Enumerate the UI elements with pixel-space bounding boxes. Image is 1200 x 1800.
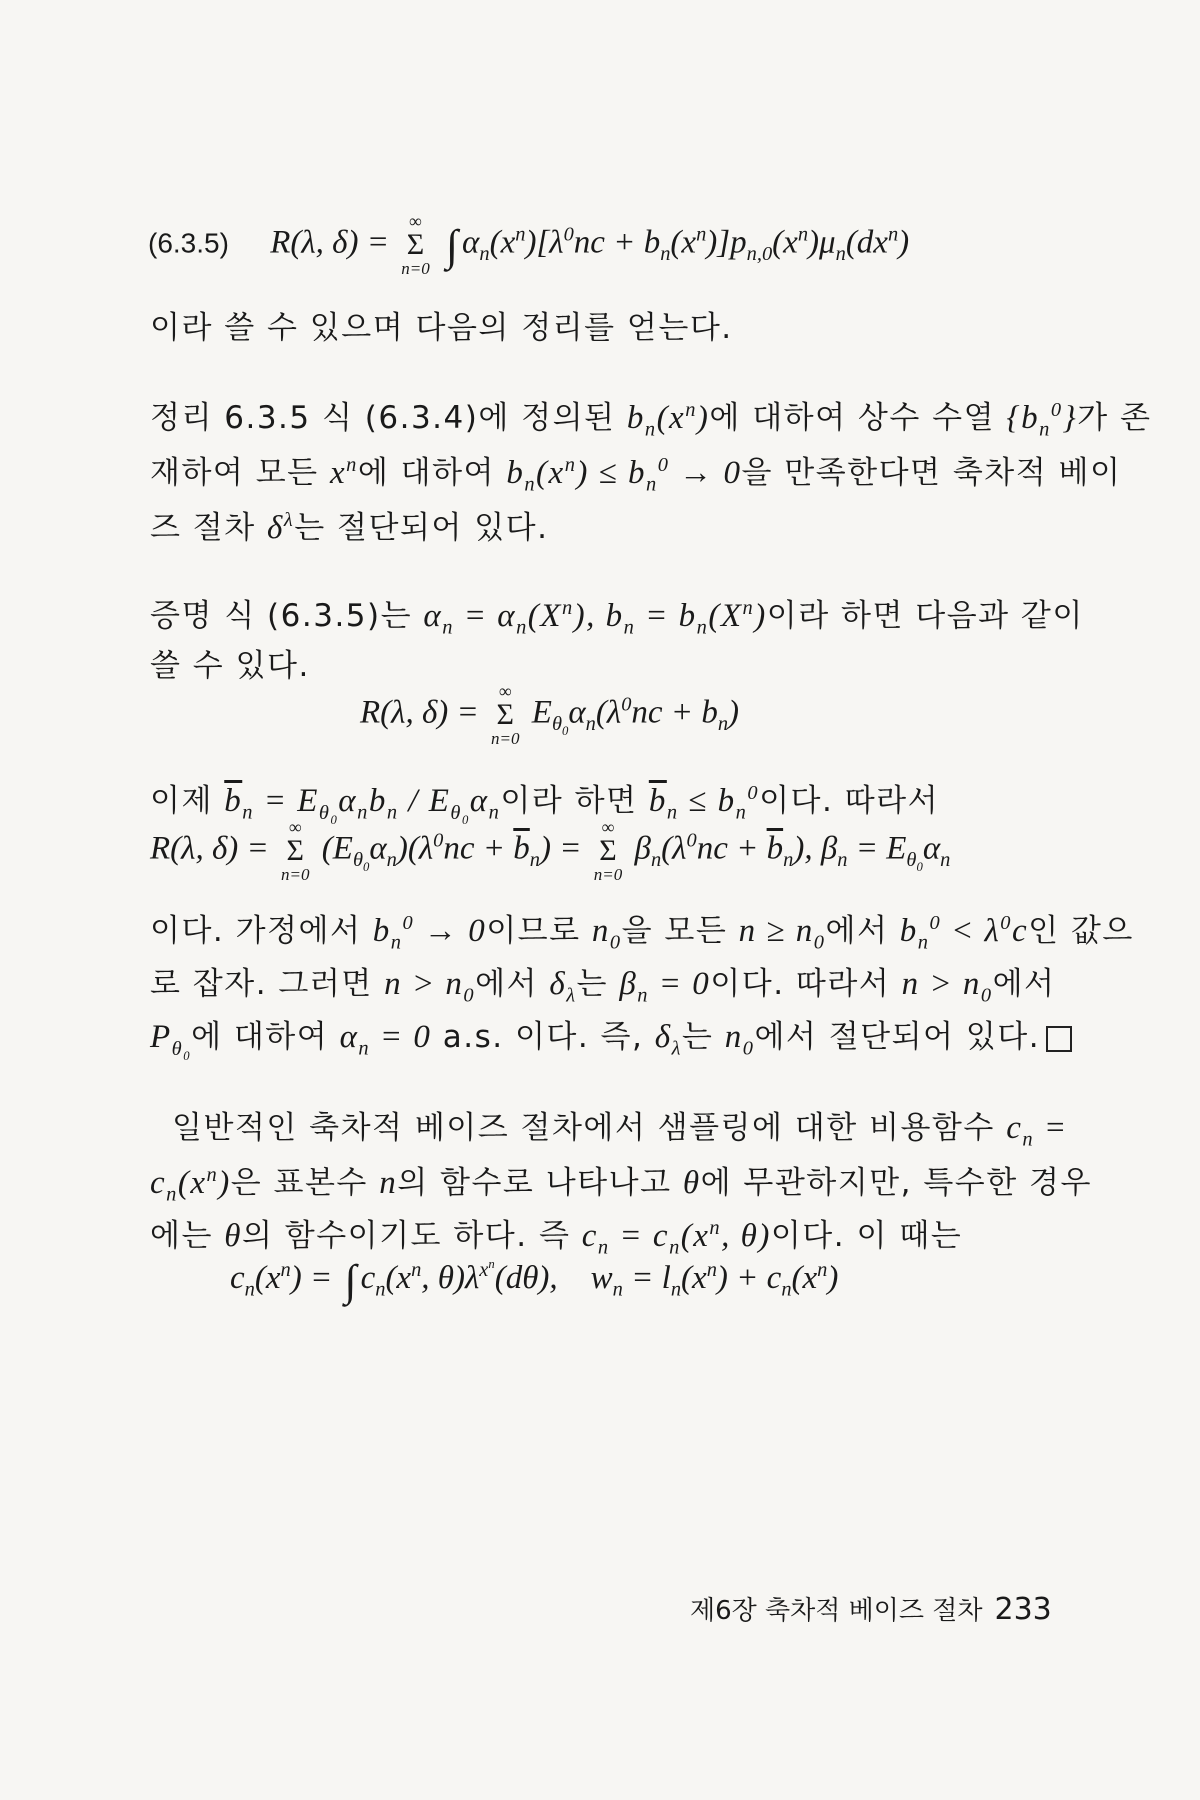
theorem-line-3: 즈 절차 $\delta^\lambda$는 절단되어 있다. [150, 509, 549, 546]
proof-line-2: 쓸 수 있다. [150, 648, 310, 684]
equation-label: (6.3.5) [148, 227, 229, 259]
chapter-title: 제6장 축차적 베이즈 절차 [690, 1596, 983, 1626]
theorem-line-1: 정리 6.3.5 식 (6.3.4)에 정의된 $b_n(x^n)$에 대하여 상수 수열 $\{b_n^0\}$가 존 [150, 399, 1152, 441]
paragraph-line-3: 에는 θ의 함수이기도 하다. 즉 $c_n = c_n(x^n$, θ)이다. 이 때는 [150, 1217, 963, 1259]
equation-6-3-5: (6.3.5) R(λ, δ) = ∞ Σ n=0 ∫ $\alpha_n(x^n)[\lambda^0nc + b_n(x^n)]p_{n,0}(x^n)\mu_n(dx^n)$ [148, 211, 910, 278]
text-line: 이라 쓸 수 있으며 다음의 정리를 얻는다. [150, 310, 733, 346]
paragraph-line-1: 일반적인 축차적 베이즈 절차에서 샘플링에 대한 비용함수 $c_n$ = [172, 1110, 1068, 1151]
page-number: 233 [994, 1592, 1052, 1627]
proof-line-6: $P_{\theta_0}$에 대하여 $\alpha_n = 0$ a.s. 이다. 즉, $\delta_\lambda$는 $n_0$에서 절단되어 있다. [150, 1011, 1072, 1064]
proof-line-1: 증명 식 (6.3.5)는 $\alpha_n = \alpha_n(X^n)$, $b_n = b_n(X^n)$이라 하면 다음과 같이 [150, 597, 1084, 639]
proof-line-3: 이제 $\overline{b}_n = E_{\theta_0}\alpha_nb_n / E_{\theta_0}\alpha_n$이라 하면 $\overline{b}_n \le b_n^0$이다. 따라서 [150, 782, 940, 827]
qed-box [1046, 1026, 1072, 1052]
cost-equation: $c_n(x^n)$ = ∫ $c_n(x^n$, $\theta)\lambda^{x^n}(d\theta)$, $w_n = l_n(x^n) + c_n(x^n)$ [230, 1256, 839, 1305]
proof-line-4: 이다. 가정에서 $b_n^0 \to 0$이므로 $n_0$을 모든 $n \ge n_0$에서 $b_n^0 < \lambda^0c$인 값으 [150, 912, 1134, 954]
proof-equation-1: R(λ, δ) = ∞ Σ n=0 $E_{\theta_0}\alpha_n(\lambda^0nc + b_n)$ [360, 681, 740, 748]
paragraph-line-2: $c_n(x^n)$은 표본수 n의 함수로 나타나고 θ에 무관하지만, 특수한 경우 [150, 1164, 1092, 1206]
theorem-line-2: 재하여 모든 $x^n$에 대하여 $b_n(x^n) \le b_n^0 \to 0$을 만족한다면 축차적 베이 [150, 454, 1122, 496]
proof-equation-2: R(λ, δ) = ∞ Σ n=0 $(E_{\theta_0}\alpha_n)(\lambda^0nc + \overline{b}_n)$ = ∞ Σ n=0 $\beta_n(\lambda^0nc + \overline{b}_n)$, $\beta_n = E_{\theta_0}\alpha_n$ [150, 817, 951, 884]
page-footer [690, 1590, 1052, 1627]
proof-line-5: 로 잡자. 그러면 $n > n_0$에서 $\delta_\lambda$는 $\beta_n = 0$이다. 따라서 $n > n_0$에서 [150, 966, 1056, 1007]
